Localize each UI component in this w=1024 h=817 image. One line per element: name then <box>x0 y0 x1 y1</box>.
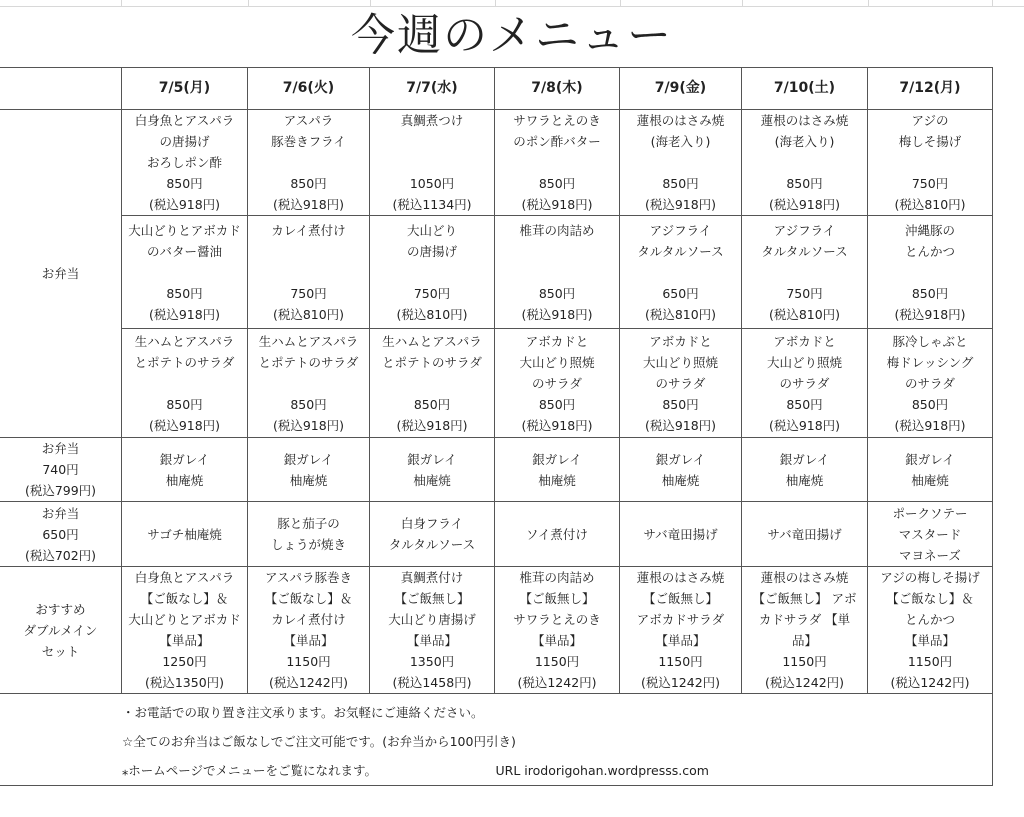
menu-cell-line: のサラダ <box>779 375 830 391</box>
menu-cell-line: タルタルソース <box>761 243 848 259</box>
menu-cell-line: 【ご飯無し】 <box>394 591 470 606</box>
menu-cell <box>620 438 742 502</box>
menu-cell-line: 椎茸の肉詰め <box>519 570 595 585</box>
menu-cell-line <box>744 262 865 283</box>
menu-cell-line: (税込918円) <box>521 306 593 322</box>
menu-row <box>0 216 993 329</box>
note-no-rice: ☆全てのお弁当はご飯なしでご注文可能です。(お弁当から100円引き) <box>122 734 516 749</box>
menu-cell-line <box>250 241 367 262</box>
menu-cell-line <box>497 152 617 173</box>
menu-cell-line: (税込918円) <box>644 197 717 212</box>
menu-cell-line: (税込1242円) <box>764 675 845 690</box>
notes-cell <box>0 694 993 786</box>
menu-cell-line: (税込810円) <box>272 306 345 322</box>
row-label-line: セット <box>41 643 80 659</box>
menu-cell-line: 【単品】 <box>406 633 457 648</box>
menu-cell-line <box>870 152 990 173</box>
menu-cell-line: アボカドと <box>773 333 836 349</box>
menu-cell-line: (税込918円) <box>894 306 966 322</box>
day-header: 7/5(月) <box>122 68 248 110</box>
menu-cell-line: 750円 <box>290 285 327 301</box>
menu-cell-line: (税込810円) <box>894 197 966 212</box>
menu-cell-line: 大山どり照焼 <box>519 354 595 370</box>
menu-cell-line: のポン酢バター <box>513 134 601 149</box>
menu-cell-line: アジの <box>911 113 949 128</box>
menu-cell <box>742 110 868 216</box>
menu-cell-line <box>124 373 245 394</box>
menu-cell-line: 柚庵焼 <box>661 472 700 488</box>
menu-row <box>0 329 993 438</box>
menu-cell-line: 白身魚とアスパラ <box>134 113 235 128</box>
menu-cell-line: 1150円 <box>782 654 827 669</box>
menu-cell <box>742 329 868 438</box>
menu-cell-line: 真鯛煮付け <box>400 570 464 585</box>
menu-cell-line <box>744 152 865 173</box>
menu-cell-line: 1050円 <box>409 176 455 191</box>
menu-cell-line: (税込1458円) <box>392 675 472 690</box>
row-label-line: (税込702円) <box>24 547 97 563</box>
menu-cell-line: 豚と茄子の <box>277 516 340 531</box>
menu-cell-line: 梅ドレッシング <box>886 354 974 370</box>
menu-cell-line: 850円 <box>911 396 949 412</box>
menu-cell-line: ソイ煮付け <box>526 526 588 542</box>
day-header: 7/6(火) <box>248 68 370 110</box>
menu-cell <box>495 438 620 502</box>
menu-cell-line: 850円 <box>786 176 823 191</box>
menu-cell-line: 650円 <box>662 285 699 301</box>
menu-cell-line: アボカドと <box>649 333 712 349</box>
menu-cell-line: 生ハムとアスパラ <box>258 333 359 349</box>
menu-cell <box>620 329 742 438</box>
menu-cell-line: とポテトのサラダ <box>258 354 359 370</box>
menu-cell-line <box>250 373 367 394</box>
menu-cell-line: とポテトのサラダ <box>134 354 235 370</box>
menu-cell-line: 850円 <box>786 396 823 412</box>
menu-cell <box>122 567 248 694</box>
menu-cell-line: 蓮根のはさみ焼 <box>760 113 849 128</box>
menu-cell <box>248 216 370 329</box>
menu-cell-line: 銀ガレイ <box>283 451 334 467</box>
menu-cell <box>620 567 742 694</box>
menu-cell-line: 大山どりとアボカド <box>128 612 241 627</box>
menu-cell-line: (税込918円) <box>148 417 221 433</box>
menu-cell-line: サバ竜田揚げ <box>767 526 842 542</box>
menu-cell <box>742 216 868 329</box>
menu-cell-line: 1150円 <box>286 654 331 669</box>
menu-cell-line: 白身魚とアスパラ <box>134 570 235 585</box>
menu-cell-line: (税込1242円) <box>517 675 597 690</box>
menu-cell <box>248 110 370 216</box>
menu-cell <box>742 567 868 694</box>
row-label <box>0 110 122 438</box>
menu-cell-line: 850円 <box>662 396 699 412</box>
menu-cell-line: (税込810円) <box>768 306 841 322</box>
menu-cell-line: 銀ガレイ <box>655 451 706 467</box>
menu-row <box>0 567 993 694</box>
menu-cell-line: 梅しそ揚げ <box>898 134 962 149</box>
menu-cell <box>248 502 370 567</box>
menu-cell <box>122 502 248 567</box>
day-header: 7/10(土) <box>742 68 868 110</box>
menu-cell-line: アスパラ豚巻き <box>264 570 352 585</box>
menu-cell-line: 850円 <box>662 176 699 191</box>
row-label-line: お弁当 <box>41 266 80 281</box>
menu-cell-line: 850円 <box>166 396 203 412</box>
menu-cell-line: 柚庵焼 <box>785 472 824 488</box>
menu-cell-line: サゴチ柚庵焼 <box>147 526 222 542</box>
note-homepage-text: ⁎ホームページでメニューをご覧になれます。 <box>122 763 378 778</box>
menu-cell-line: (税込918円) <box>894 417 966 433</box>
menu-cell-line: サバ竜田揚げ <box>643 526 718 542</box>
row-label <box>0 438 122 502</box>
row-label-line: 650円 <box>42 526 79 542</box>
menu-cell-line: 【単品】 <box>904 633 955 648</box>
menu-cell <box>742 502 868 567</box>
menu-cell <box>495 329 620 438</box>
menu-cell-line: サワラとえのき <box>513 612 601 627</box>
day-header: 7/12(月) <box>868 68 993 110</box>
menu-cell-line: (税込918円) <box>272 417 345 433</box>
row-label-line: 740円 <box>42 462 79 477</box>
menu-cell <box>495 110 620 216</box>
menu-cell <box>248 438 370 502</box>
menu-cell-line: (税込918円) <box>272 197 345 212</box>
menu-cell-line: 750円 <box>413 285 451 301</box>
menu-cell <box>370 329 495 438</box>
menu-cell-line: 椎茸の肉詰め <box>519 222 595 238</box>
menu-cell-line: (税込1134円) <box>392 197 472 212</box>
menu-cell-line: 柚庵焼 <box>289 472 328 488</box>
menu-cell-line <box>497 241 617 262</box>
menu-cell-line: 850円 <box>166 176 203 191</box>
menu-cell-line: (税込1242円) <box>268 675 349 690</box>
menu-cell-line: 大山どりとアボカド <box>128 222 241 238</box>
menu-cell-line: とんかつ <box>904 243 955 259</box>
menu-cell-line: 生ハムとアスパラ <box>134 333 235 349</box>
menu-cell-line: アジの梅しそ揚げ <box>880 570 980 585</box>
menu-cell-line: アスパラ <box>283 113 334 128</box>
day-header: 7/9(金) <box>620 68 742 110</box>
menu-cell-line: 蓮根のはさみ焼 <box>760 570 849 585</box>
menu-cell-line: (税込918円) <box>148 306 221 322</box>
menu-cell-line: 1150円 <box>658 654 703 669</box>
row-label-line: おすすめ <box>35 601 86 617</box>
menu-cell-line: 白身フライ <box>400 516 464 531</box>
menu-cell-line: 【ご飯無し】 <box>519 591 595 606</box>
menu-cell-line: 850円 <box>290 396 327 412</box>
menu-cell-line <box>250 262 367 283</box>
menu-cell-line: 【ご飯なし】＆ <box>886 591 974 606</box>
row-label <box>0 567 122 694</box>
menu-cell-line: カレイ煮付け <box>271 222 346 238</box>
menu-cell-line: のサラダ <box>655 375 706 391</box>
menu-cell-line: の唐揚げ <box>159 134 210 149</box>
menu-cell-line: 品】 <box>791 633 817 648</box>
menu-row <box>0 110 993 216</box>
menu-cell <box>370 438 495 502</box>
menu-cell-line: 銀ガレイ <box>532 451 582 467</box>
menu-cell-line: (税込918円) <box>521 197 593 212</box>
menu-cell-line: 沖縄豚の <box>904 222 955 238</box>
menu-cell <box>122 438 248 502</box>
menu-cell <box>122 329 248 438</box>
menu-cell <box>495 216 620 329</box>
menu-cell <box>370 216 495 329</box>
menu-cell-line: 柚庵焼 <box>165 472 204 488</box>
menu-cell-line: (税込918円) <box>148 197 221 212</box>
menu-cell-line: 【単品】 <box>283 633 334 648</box>
menu-row <box>0 438 993 502</box>
menu-cell-line <box>372 152 492 173</box>
menu-cell-line: (税込918円) <box>768 197 841 212</box>
menu-cell <box>620 216 742 329</box>
menu-cell-line: のサラダ <box>532 375 582 391</box>
menu-cell-line: おろしポン酢 <box>146 155 222 170</box>
menu-cell-line: 豚冷しゃぶと <box>892 333 968 349</box>
menu-cell-line: 柚庵焼 <box>911 472 949 488</box>
menu-cell-line: 柚庵焼 <box>413 472 451 488</box>
menu-cell-line: (税込918円) <box>396 417 468 433</box>
menu-cell-line: 【ご飯無し】 アボ <box>752 591 857 606</box>
menu-cell <box>370 110 495 216</box>
menu-cell-line: アボカドサラダ <box>636 612 725 627</box>
menu-cell-line: カレイ煮付け <box>271 612 346 627</box>
menu-cell-line: 1150円 <box>534 654 580 669</box>
menu-cell <box>868 438 993 502</box>
menu-cell <box>495 502 620 567</box>
corner-cell <box>0 68 122 110</box>
menu-cell-line: 1350円 <box>409 654 455 669</box>
menu-cell-line: 850円 <box>911 285 949 301</box>
menu-cell <box>370 567 495 694</box>
menu-cell-line <box>372 262 492 283</box>
menu-cell-line: (税込1350円) <box>144 675 225 690</box>
menu-cell-line <box>372 131 492 152</box>
menu-cell-line: 750円 <box>911 176 949 191</box>
menu-cell <box>620 110 742 216</box>
menu-cell-line: 850円 <box>538 285 576 301</box>
menu-cell <box>248 329 370 438</box>
menu-cell <box>868 110 993 216</box>
menu-cell-line: 【ご飯なし】＆ <box>140 591 229 606</box>
menu-cell-line: しょうが焼き <box>270 537 346 552</box>
menu-cell-line: 銀ガレイ <box>905 451 955 467</box>
menu-cell <box>122 110 248 216</box>
menu-cell-line: 柚庵焼 <box>538 472 576 488</box>
menu-cell-line <box>372 373 492 394</box>
menu-cell-line: 真鯛煮つけ <box>400 113 464 128</box>
menu-cell-line: 銀ガレイ <box>779 451 830 467</box>
menu-cell-line: 大山どり照焼 <box>642 354 718 370</box>
row-label-line: お弁当 <box>41 505 80 521</box>
menu-cell-line: (税込918円) <box>521 417 593 433</box>
menu-cell-line: 豚巻きフライ <box>271 134 346 149</box>
menu-cell-line: 大山どり唐揚げ <box>388 612 476 627</box>
menu-cell-line: 850円 <box>538 176 576 191</box>
menu-cell-line: (税込810円) <box>396 306 468 322</box>
menu-cell-line: 850円 <box>413 396 451 412</box>
menu-cell-line: タルタルソース <box>637 243 724 259</box>
menu-cell-line: 大山どり照焼 <box>766 354 842 370</box>
menu-cell <box>620 502 742 567</box>
menu-cell-line: (税込810円) <box>644 306 717 322</box>
menu-cell <box>868 502 993 567</box>
row-label-line: ダブルメイン <box>23 622 98 638</box>
homepage-url: URL irodorigohan.wordpresss.com <box>495 763 709 778</box>
menu-cell-line: 銀ガレイ <box>407 451 457 467</box>
menu-cell-line <box>497 262 617 283</box>
menu-cell-line: 蓮根のはさみ焼 <box>636 570 725 585</box>
menu-cell-line: マヨネーズ <box>899 547 961 563</box>
menu-cell <box>868 329 993 438</box>
menu-cell-line <box>250 152 367 173</box>
menu-cell-line: 【単品】 <box>531 633 582 648</box>
menu-cell-line: (税込918円) <box>768 417 841 433</box>
menu-cell-line: 生ハムとアスパラ <box>382 333 482 349</box>
menu-cell-line: (海老入り) <box>774 134 835 149</box>
menu-cell-line: 【単品】 <box>655 633 706 648</box>
menu-cell-line: アボカドと <box>525 333 589 349</box>
day-header: 7/8(木) <box>495 68 620 110</box>
menu-cell-line: のバター醤油 <box>146 243 222 259</box>
menu-cell-line: ポークソテー <box>892 505 968 521</box>
menu-cell-line: アジフライ <box>649 222 712 238</box>
menu-cell-line: 【ご飯なし】＆ <box>264 591 353 606</box>
menu-cell-line: 【単品】 <box>159 633 210 648</box>
menu-row <box>0 502 993 567</box>
row-label <box>0 502 122 567</box>
menu-cell-line <box>622 262 739 283</box>
menu-cell-line: 750円 <box>786 285 823 301</box>
note-phone-order: ・お電話での取り置き注文承ります。お気軽にご連絡ください。 <box>122 705 484 720</box>
menu-cell <box>370 502 495 567</box>
menu-cell-line: (税込1242円) <box>890 675 970 690</box>
menu-cell-line: (税込918円) <box>644 417 717 433</box>
menu-cell-line: 1250円 <box>162 654 207 669</box>
menu-cell-line: 大山どり <box>406 222 457 238</box>
notes-row <box>0 694 993 786</box>
menu-cell-line: 1150円 <box>907 654 953 669</box>
menu-cell-line: (税込1242円) <box>640 675 721 690</box>
row-label-line: (税込799円) <box>24 483 97 498</box>
page-title: 今週のメニュー <box>351 10 673 61</box>
menu-cell-line: 【ご飯無し】 <box>642 591 718 606</box>
menu-cell <box>122 216 248 329</box>
menu-cell <box>868 216 993 329</box>
menu-cell-line: のサラダ <box>905 375 955 391</box>
menu-cell-line: の唐揚げ <box>406 243 457 259</box>
row-label-line: お弁当 <box>41 441 80 456</box>
menu-table <box>0 67 993 786</box>
menu-cell-line: 850円 <box>290 176 327 191</box>
note-homepage <box>122 756 992 785</box>
menu-cell-line <box>124 262 245 283</box>
menu-cell-line: アジフライ <box>773 222 836 238</box>
menu-cell <box>495 567 620 694</box>
menu-cell-line: 蓮根のはさみ焼 <box>636 113 725 128</box>
menu-cell-line <box>622 152 739 173</box>
menu-cell-line <box>870 262 990 283</box>
menu-cell-line: 銀ガレイ <box>159 451 210 467</box>
menu-cell <box>248 567 370 694</box>
day-header: 7/7(水) <box>370 68 495 110</box>
menu-cell-line: マスタード <box>898 526 962 542</box>
menu-cell-line: タルタルソース <box>388 537 476 552</box>
header-row <box>0 68 993 110</box>
menu-cell <box>742 438 868 502</box>
menu-cell-line: 850円 <box>538 396 576 412</box>
menu-cell-line: (海老入り) <box>650 134 711 149</box>
menu-cell-line: サワラとえのき <box>513 113 601 128</box>
menu-cell-line: カドサラダ 【単 <box>758 612 851 627</box>
menu-cell-line: 850円 <box>166 285 203 301</box>
menu-cell <box>868 567 993 694</box>
menu-cell-line: とんかつ <box>904 612 955 627</box>
menu-cell-line: とポテトのサラダ <box>382 354 482 370</box>
